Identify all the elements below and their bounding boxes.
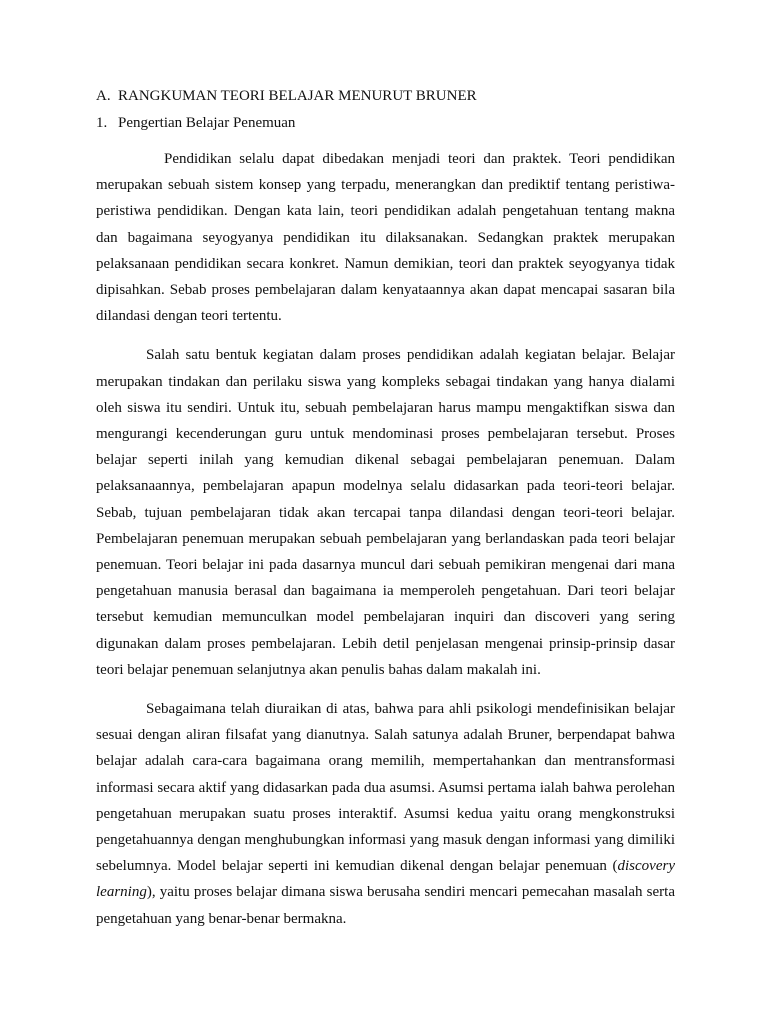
section-marker: A. xyxy=(96,88,111,104)
subsection-heading xyxy=(96,114,295,132)
paragraph-3-text-end: ), yaitu proses belajar dimana siswa berusaha sendiri mencari pemecahan masalah serta pengetahuan yang benar-benar bermakna. xyxy=(96,884,675,927)
subsection-title: Pengertian Belajar Penemuan xyxy=(118,115,296,131)
section-title: RANGKUMAN TEORI BELAJAR MENURUT BRUNER xyxy=(118,88,477,104)
paragraph-3-text-start: Sebagaimana telah diuraikan di atas, bahwa para ahli psikologi mendefinisikan belajar sesuai dengan aliran filsafat yang dianutnya. Salah satunya adalah Bruner, berpendapat bahwa belajar adalah cara-cara bagaimana orang memilih, mempertahankan dan mentransformasi informasi secara aktif yang didasarkan pada dua asumsi. Asumsi pertama ialah bahwa perolehan pengetahuan merupakan suatu proses interaktif. Asumsi kedua yaitu orang mengkonstruksi pengetahuannya dengan menghubungkan informasi yang masuk dengan informasi yang dimiliki sebelumnya. Model belajar seperti ini kemudian dikenal dengan belajar penemuan ( xyxy=(96,701,675,875)
section-heading xyxy=(96,87,477,105)
paragraph-3-italic-term: discovery learning xyxy=(96,858,675,901)
paragraph-2: Salah satu bentuk kegiatan dalam proses pendidikan adalah kegiatan belajar. Belajar merupakan tindakan dan perilaku siswa yang kompleks sebagai tindakan yang hanya dialami oleh siswa itu sendiri. Untuk itu, sebuah pembelajaran harus mampu mengaktifkan siswa dan mengurangi kecenderungan guru untuk mendominasi proses pembelajaran tersebut. Proses belajar seperti inilah yang kemudian dikenal sebagai pembelajaran penemuan. Dalam pelaksanaannya, pembelajaran apapun modelnya selalu didasarkan pada teori-teori belajar. Sebab, tujuan pembelajaran tidak akan tercapai tanpa dilandasi dengan teori-teori belajar. Pembelajaran penemuan merupakan sebuah pembelajaran yang berlandaskan pada teori belajar penemuan. Teori belajar ini pada dasarnya muncul dari sebuah pemikiran mengenai dari mana pengetahuan manusia berasal dan bagaimana ia memperoleh pengetahuan. Dari teori belajar tersebut kemudian memunculkan model pembelajaran inquiri dan discoveri yang sering digunakan dalam proses pembelajaran. Lebih detil penjelasan mengenai prinsip-prinsip dasar teori belajar penemuan selanjutnya akan penulis bahas dalam makalah ini. xyxy=(96,347,675,678)
paragraph-1: Pendidikan selalu dapat dibedakan menjadi teori dan praktek. Teori pendidikan merupakan sebuah sistem konsep yang terpadu, menerangkan dan prediktif tentang peristiwa-peristiwa pendidikan. Dengan kata lain, teori pendidikan adalah pengetahuan tentang makna dan bagaimana seyogyanya pendidikan itu dilaksanakan. Sedangkan praktek merupakan pelaksanaan pendidikan secara konkret. Namun demikian, teori dan praktek seyogyanya tidak dipisahkan. Sebab proses pembelajaran dalam kenyataannya akan dapat mencapai sasaran bila dilandasi dengan teori tertentu. xyxy=(96,151,675,325)
paragraph-3 xyxy=(96,696,675,932)
body-text xyxy=(96,146,675,945)
subsection-marker: 1. xyxy=(96,115,108,131)
